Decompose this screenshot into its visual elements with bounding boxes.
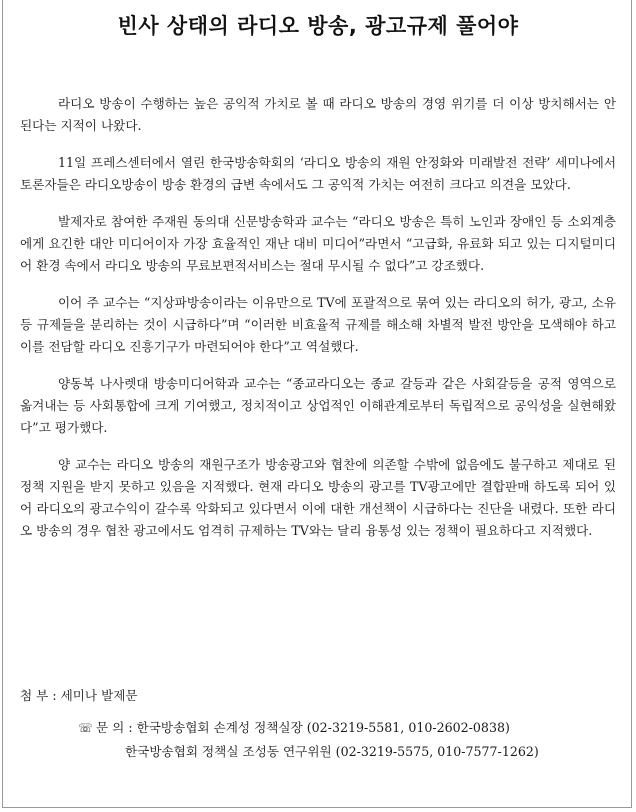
article-body [20, 93, 616, 557]
phone-icon: ☏ [78, 721, 94, 735]
contact-line-2 [78, 740, 618, 763]
contact-line-1 [78, 716, 618, 740]
paragraph-2: 11일 프레스센터에서 열린 한국방송학회의 ‘라디오 방송의 재원 안정화와 미래발전 전략’ 세미나에서 토론자들은 라디오방송이 방송 환경의 급변 속에서도 그 공익적 가치는 여전히 크다고 의견을 모았다. [20, 155, 616, 192]
attachment-note: 첨 부 : 세미나 발제문 [20, 688, 138, 703]
contact-primary: 문 의 : 한국방송협회 손계성 정책실장 (02-3219-5581, 010-2602-0838) [96, 720, 510, 735]
contact-secondary: 한국방송협회 정책실 조성동 연구위원 (02-3219-5575, 010-7577-1262) [125, 744, 539, 759]
paragraph-6: 양 교수는 라디오 방송의 재원구조가 방송광고와 협찬에 의존할 수밖에 없음에도 불구하고 제대로 된 정책 지원을 받지 못하고 있음을 지적했다. 현재 라디오 방송의 광고를 TV광고에만 결합판매 하도록 되어 있어 라디오의 광고수익이 갈수록 악화되고 있다면서 이에 대한 개선책이 시급하다는 진단을 내렸다. 또한 라디오 방송의 경우 협찬 광고에서도 엄격히 규제하는 TV와는 달리 융통성 있는 정책이 필요하다고 지적했다. [20, 457, 616, 538]
page-title: 빈사 상태의 라디오 방송, 광고규제 풀어야 [117, 14, 519, 38]
paragraph-4: 이어 주 교수는 “지상파방송이라는 이유만으로 TV에 포괄적으로 묶여 있는 라디오의 허가, 광고, 소유 등 규제들을 분리하는 것이 시급하다”며 “이러한 비효율적 규제를 해소해 차별적 발전 방안을 모색해야 하고 이를 전담할 라디오 진흥기구가 마련되어야 한다”고 역설했다. [20, 295, 616, 354]
contact-info [78, 716, 618, 763]
paragraph-5: 양동복 나사렛대 방송미디어학과 교수는 “종교라디오는 종교 갈등과 같은 사회갈등을 공적 영역으로 옮겨내는 등 사회통합에 크게 기여했고, 정치적이고 상업적인 이해관계로부터 독립적으로 공익성을 실현해왔다”고 평가했다. [20, 376, 616, 435]
paragraph-1: 라디오 방송이 수행하는 높은 공익적 가치로 볼 때 라디오 방송의 경영 위기를 더 이상 방치해서는 안 된다는 지적이 나왔다. [20, 96, 616, 133]
paragraph-3: 발제자로 참여한 주재원 동의대 신문방송학과 교수는 “라디오 방송은 특히 노인과 장애인 등 소외계층에게 요긴한 대안 미디어이자 가장 효율적인 재난 대비 미디어”라면서 “고급화, 유료화 되고 있는 디지털미디어 환경 속에서 라디오 방송의 무료보편적서비스는 절대 무시될 수 없다”고 강조했다. [20, 214, 616, 273]
